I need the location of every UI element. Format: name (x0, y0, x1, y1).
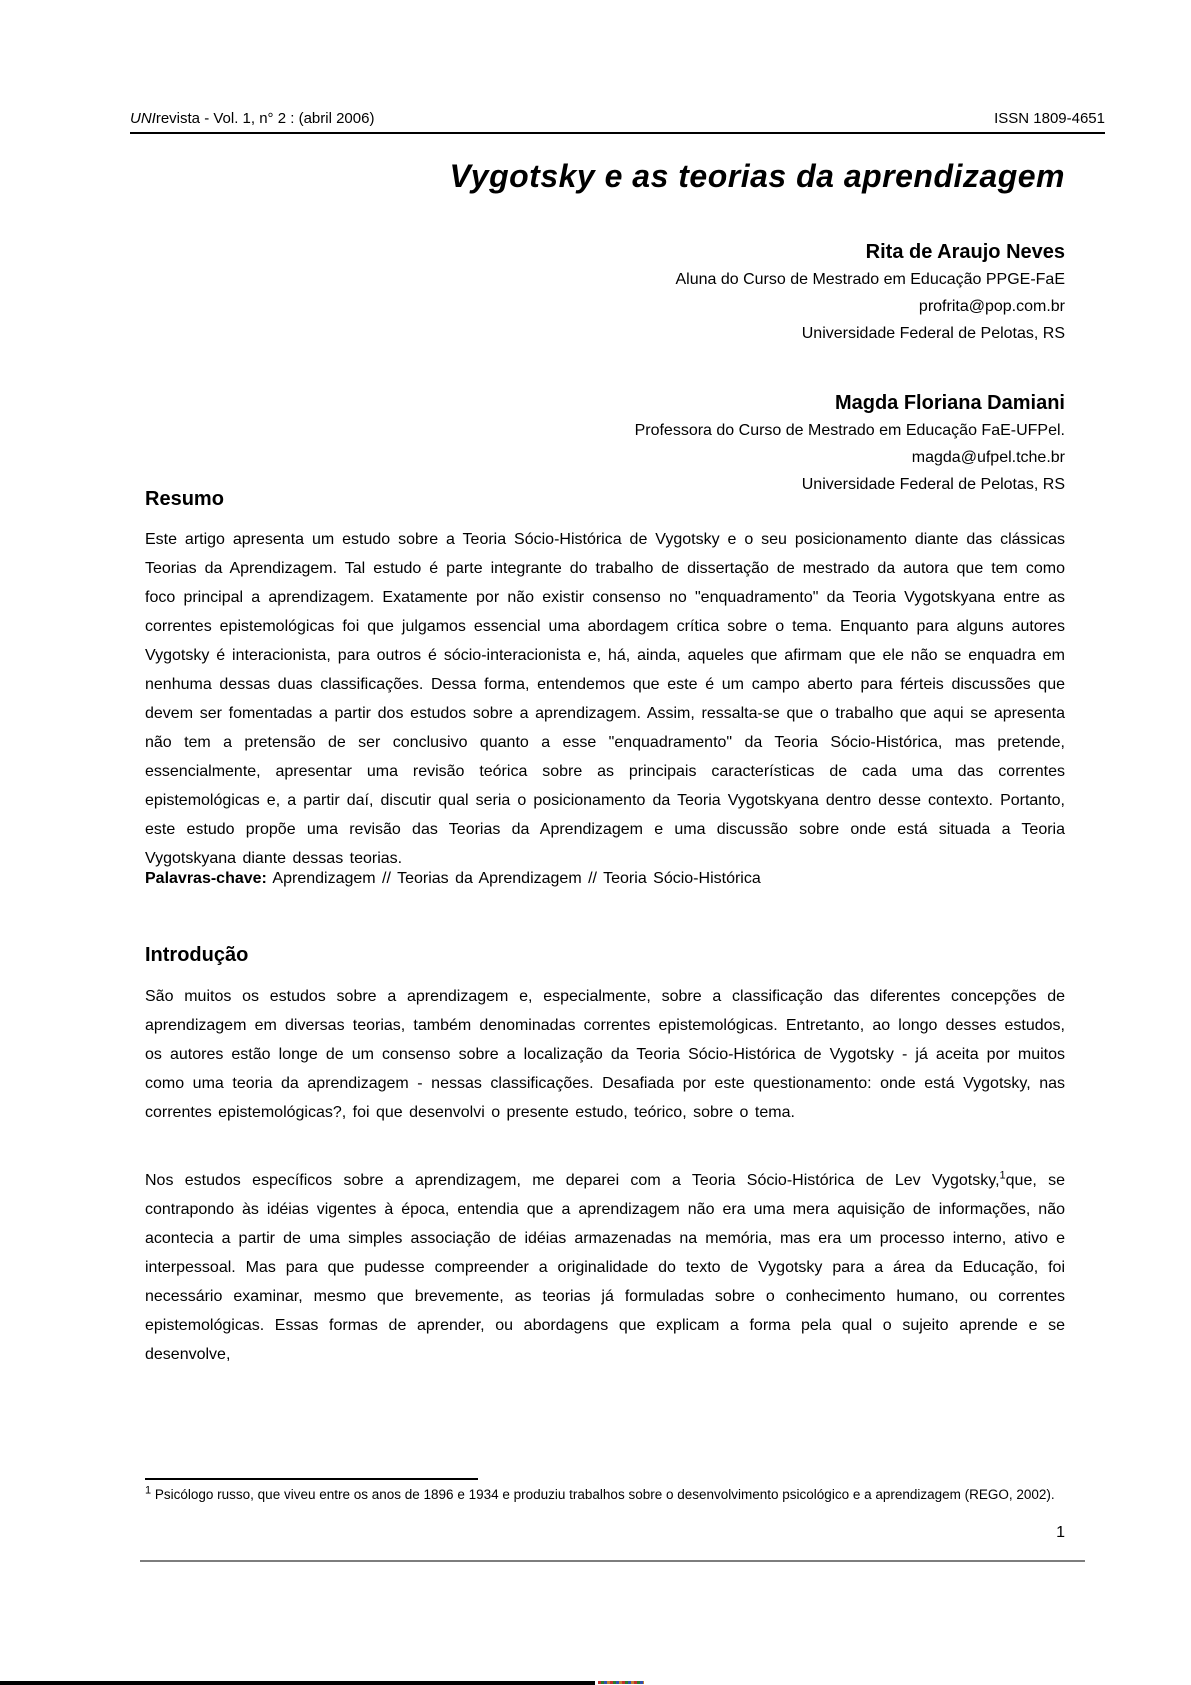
intro-paragraph-2 (145, 1166, 1065, 1369)
author-name: Magda Floriana Damiani (834, 392, 1065, 414)
journal-volume-issue: revista - Vol. 1, n° 2 : (abril 2006) (155, 110, 375, 127)
author-affiliation: Universidade Federal de Pelotas, RS (801, 476, 1065, 493)
authors-block (145, 212, 1065, 498)
keywords-text: Aprendizagem // Teorias da Aprendizagem // Teoria Sócio-Histórica (266, 870, 761, 887)
intro-paragraph-1: São muitos os estudos sobre a aprendizagem e, especialmente, sobre a classificação das diferentes concepções de aprendizagem em diversas teorias, também denominadas correntes epistemológicas. Entretanto, ao longo desses estudos, os autores estão longe de um consenso sobre a localização da Teoria Sócio-Histórica de Vygotsky - já aceita por muitos como uma teoria da aprendizagem - nessas classificações. Desafiada por este questionamento: onde está Vygotsky, nas correntes epistemológicas?, foi que desenvolvi o presente estudo, teórico, sobre o tema. (145, 988, 1065, 1121)
author-affiliation: Universidade Federal de Pelotas, RS (801, 325, 1065, 342)
footnote-text: Psicólogo russo, que viveu entre os anos de 1896 e 1934 e produziu trabalhos sobre o desenvolvimento psicológico e a aprendizagem (REGO, 2002). (151, 1487, 1055, 1502)
author-role: Aluna do Curso de Mestrado em Educação PPGE-FaE (675, 271, 1065, 288)
author-email: profrita@pop.com.br (918, 298, 1065, 315)
abstract-paragraph: Este artigo apresenta um estudo sobre a Teoria Sócio-Histórica de Vygotsky e o seu posicionamento diante das clássicas Teorias da Aprendizagem. Tal estudo é parte integrante do trabalho de dissertação de mestrado da autora que tem como foco principal a aprendizagem. Exatamente por não existir consenso no "enquadramento" da Teoria Vygotskyana entre as correntes epistemológicas foi que julgamos essencial uma abordagem crítica sobre o tema. Enquanto para alguns autores Vygotsky é interacionista, para outros é sócio-interacionista e, há, ainda, aqueles que afirmam que ele não se enquadra em nenhuma dessas duas classificações. Dessa forma, entendemos que este é um campo aberto para férteis discussões que devem ser fomentadas a partir dos estudos sobre a aprendizagem. Assim, ressalta-se que o trabalho que aqui se apresenta não tem a pretensão de ser conclusivo quanto a esse "enquadramento" da Teoria Sócio-Histórica, mas pretende, essencialmente, apresentar uma revisão teórica sobre as principais características de cada uma das correntes epistemológicas e, a partir daí, discutir qual seria o posicionamento da Teoria Vygotskyana dentro desse contexto. Portanto, este estudo propõe uma revisão das Teorias da Aprendizagem e uma discussão sobre onde está situada a Teoria Vygotskyana diante dessas teorias. (145, 531, 1065, 867)
bottom-edge-color-dashes (598, 1681, 644, 1684)
author-role: Professora do Curso de Mestrado em Educação FaE-UFPel. (634, 422, 1065, 439)
author (145, 389, 1065, 498)
journal-name-italic: UNI (130, 110, 156, 127)
footer-rule (140, 1560, 1085, 1562)
footnote-separator (145, 1478, 478, 1480)
section-heading-introducao: Introdução (145, 944, 249, 966)
intro-p2-text: Nos estudos específicos sobre a aprendizagem, me deparei com a Teoria Sócio-Histórica de Lev Vygotsky, (145, 1172, 1000, 1189)
author-name: Rita de Araujo Neves (865, 241, 1065, 263)
journal-reference (130, 110, 374, 127)
article-title: Vygotsky e as teorias da aprendizagem (449, 158, 1065, 194)
section-heading-resumo: Resumo (145, 488, 224, 510)
keywords-label: Palavras-chave: (145, 870, 267, 887)
footnote-marker: 1 (145, 1484, 152, 1497)
intro-p2-text-cont: que, se contrapondo às idéias vigentes à época, entendia que a aprendizagem não era uma mera aquisição de informações, não acontecia a partir de uma simples associação de idéias armazenadas na memória, mas era um processo interno, ativo e interpessoal. Mas para que pudesse compreender a originalidade do texto de Vygotsky para a área da Educação, foi necessário examinar, mesmo que brevemente, as teorias já formuladas sobre o conhecimento humano, ou correntes epistemológicas. Essas formas de aprender, ou abordagens que explicam a forma pela qual o sujeito aprende e se desenvolve, (145, 1172, 1065, 1363)
footnote (145, 1484, 1065, 1505)
page-number: 1 (1056, 1524, 1065, 1541)
author-email: magda@ufpel.tche.br (911, 449, 1065, 466)
issn: ISSN 1809-4651 (994, 110, 1105, 127)
author (145, 238, 1065, 347)
footnote-reference: 1 (999, 1169, 1006, 1182)
keywords-line (145, 864, 1065, 893)
bottom-edge-bar (0, 1681, 595, 1685)
running-header (130, 110, 1105, 134)
